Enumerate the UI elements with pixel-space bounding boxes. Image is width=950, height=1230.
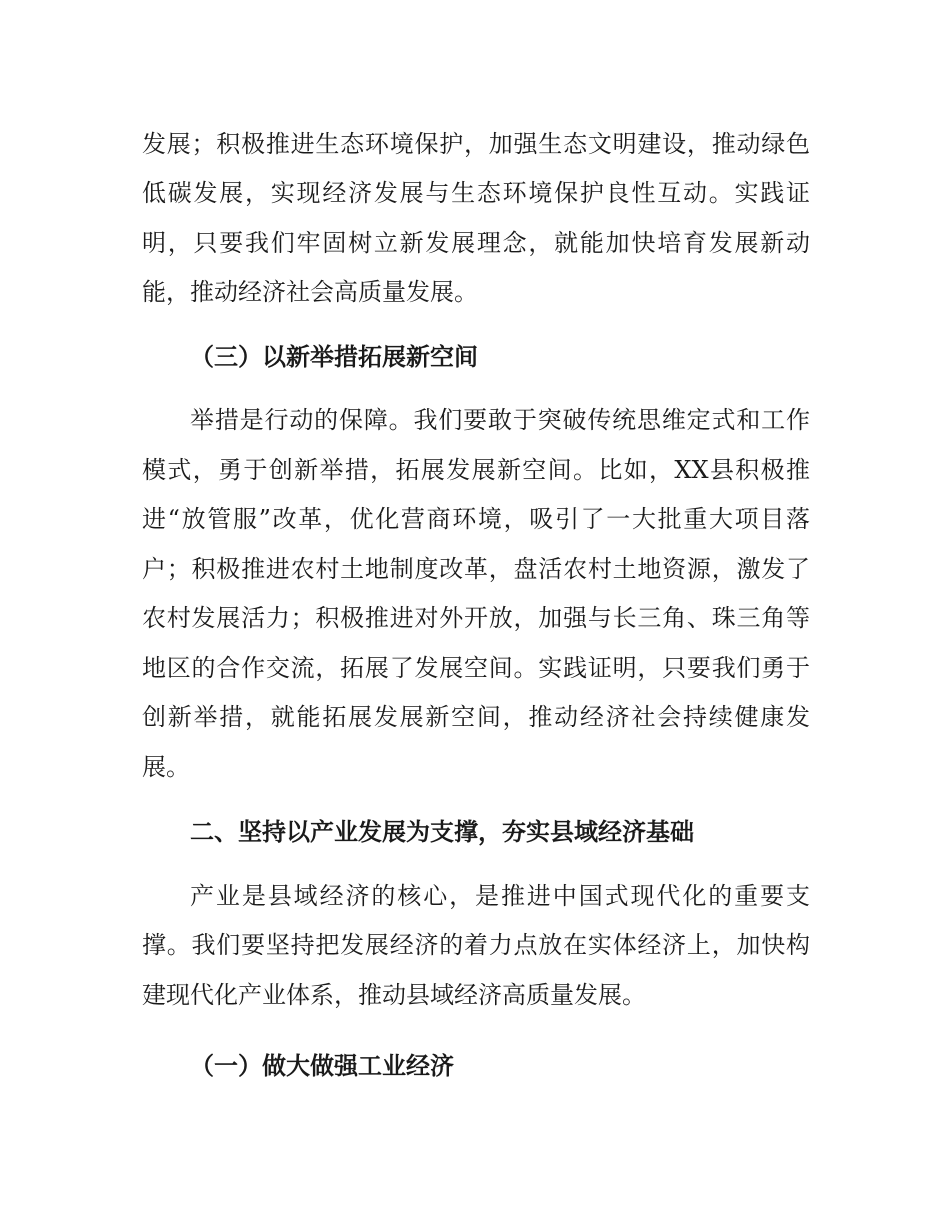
section-heading-3: （三）以新举措拓展新空间 bbox=[190, 343, 478, 371]
paragraph-line: 产业是县域经济的核心，是推进中国式现代化的重要支 bbox=[190, 882, 810, 910]
paragraph-line: 创新举措，就能拓展发展新空间，推动经济社会持续健康发 bbox=[142, 703, 810, 731]
paragraph-line: 低碳发展，实现经济发展与生态环境保护良性互动。实践证 bbox=[142, 179, 810, 207]
paragraph-line: 进“放管服”改革，优化营商环境，吸引了一大批重大项目落 bbox=[142, 505, 810, 533]
paragraph-line: 撑。我们要坚持把发展经济的着力点放在实体经济上，加快构 bbox=[142, 931, 810, 959]
paragraph-line: 地区的合作交流，拓展了发展空间。实践证明，只要我们勇于 bbox=[142, 654, 810, 682]
paragraph-line: 举措是行动的保障。我们要敢于突破传统思维定式和工作 bbox=[190, 406, 810, 434]
section-heading-2: 二、坚持以产业发展为支撑，夯实县域经济基础 bbox=[190, 818, 694, 846]
paragraph-line: 能，推动经济社会高质量发展。 bbox=[142, 278, 478, 306]
paragraph-line: 模式，勇于创新举措，拓展发展新空间。比如，XX县积极推 bbox=[142, 456, 810, 484]
paragraph-line: 展。 bbox=[142, 753, 190, 781]
paragraph-line: 发展；积极推进生态环境保护，加强生态文明建设，推动绿色 bbox=[142, 130, 810, 158]
paragraph-line: 明，只要我们牢固树立新发展理念，就能加快培育发展新动 bbox=[142, 229, 810, 257]
paragraph-line: 建现代化产业体系，推动县域经济高质量发展。 bbox=[142, 981, 646, 1009]
paragraph-line: 户；积极推进农村土地制度改革，盘活农村土地资源，激发了 bbox=[142, 555, 810, 583]
paragraph-line: 农村发展活力；积极推进对外开放，加强与长三角、珠三角等 bbox=[142, 604, 810, 632]
subheading-1: （一）做大做强工业经济 bbox=[190, 1052, 454, 1080]
